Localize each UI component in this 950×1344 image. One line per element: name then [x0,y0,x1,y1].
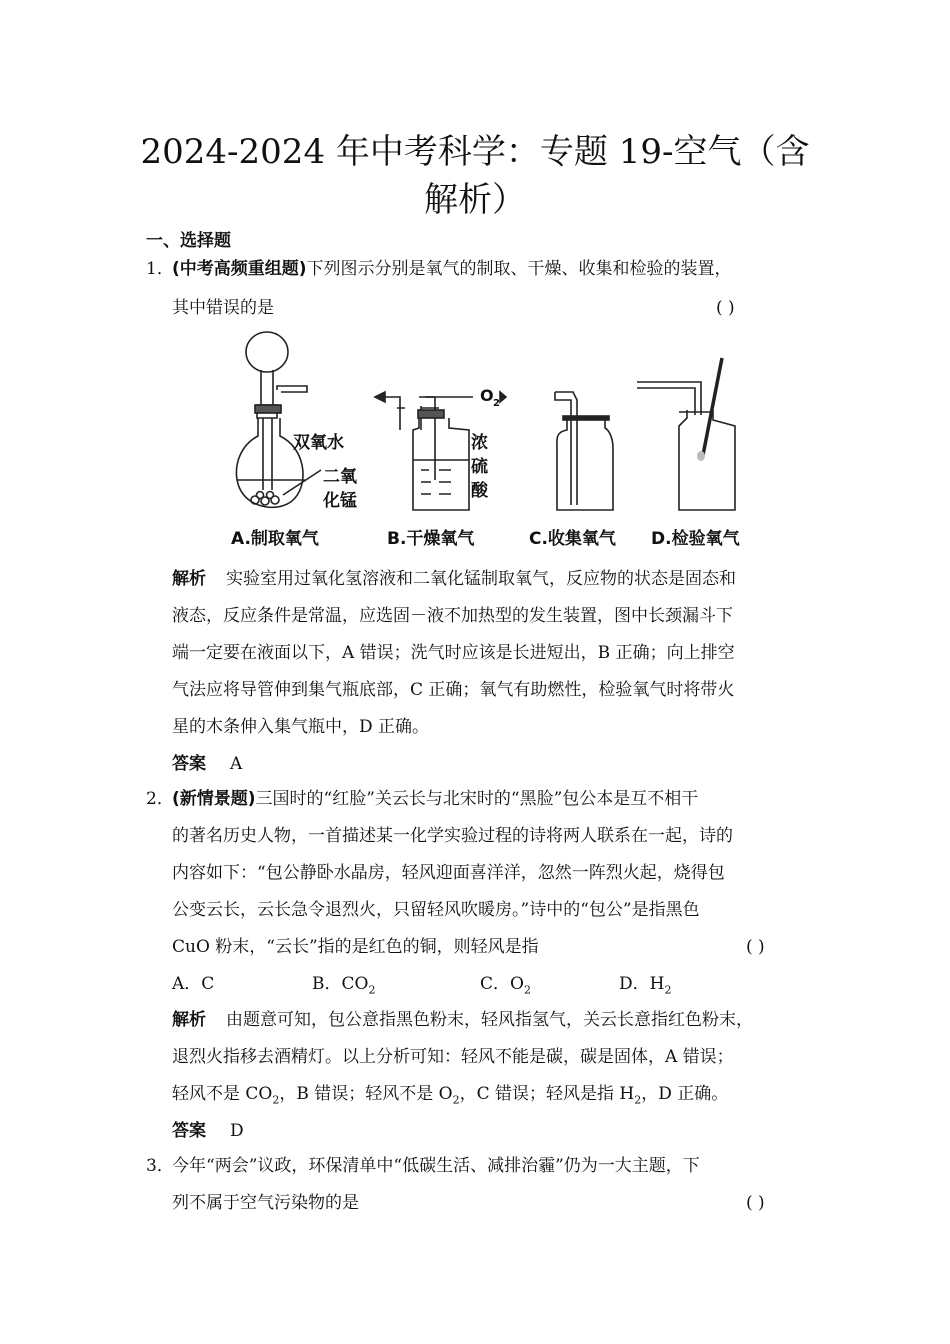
label-mno2-line-1: 二氧 [323,467,357,487]
q2-option-c: C．$O_2$ [480,974,531,997]
q1-analysis-line-1: 解析 实验室用过氧化氢溶液和二氧化锰制取氧气，反应物的状态是固态和 [172,569,736,589]
label-acid-1: 浓 [471,433,488,453]
q1-answer-label: 答案 [172,754,206,774]
q2-analysis-line-2: 退烈火指移去酒精灯。以上分析可知：轻风不能是碳，碳是固体，A 错误； [172,1047,734,1067]
q2-tag: (新情景题) [172,789,256,809]
q2-stem-line-1: (新情景题)三国时的“红脸”关云长与北宋时的“黑脸”包公本是互不相干 [172,789,699,809]
q3-answer-blank: ( ) [746,1193,765,1213]
q1-apparatus-figure [225,330,765,555]
q2-analysis-line-3: 轻风不是 $CO_2$，B 错误；轻风不是 $O_2$，C 错误；轻风是指 $H_2$，D 正确。 [172,1084,729,1107]
label-acid-3: 酸 [471,481,488,501]
q1-stem-line-2: 其中错误的是 [172,298,274,318]
q2-stem-line-5: CuO 粉末，“云长”指的是红色的铜，则轻风是指 [172,937,539,957]
title-line-2: 解析） [424,180,526,220]
q3-stem-line-2: 列不属于空气污染物的是 [172,1193,359,1213]
caption-d: D.检验氧气 [651,529,740,549]
q2-option-a: A．C [172,974,215,994]
caption-b: B.干燥氧气 [387,529,475,549]
q2-option-d: D．$H_2$ [619,974,672,997]
label-acid-2: 硫 [471,457,488,477]
q1-tag: (中考高频重组题) [172,259,307,279]
q2-answer-label: 答案 [172,1121,206,1141]
caption-a: A.制取氧气 [231,529,319,549]
q2-option-b: B．$CO_2$ [312,974,376,997]
q1-number: 1． [146,259,174,279]
label-o2-sub: 2 [493,398,500,409]
q2-number: 2． [146,789,174,809]
q2-stem-line-3: 内容如下：“包公静卧水晶房，轻风迎面喜洋洋，忽然一阵烈火起，烧得包 [172,863,725,883]
title-line-1: 2024-2024 年中考科学：专题 19-空气（含 [140,132,810,172]
label-h2o2: 双氧水 [293,433,344,453]
q1-answer-blank: ( ) [716,298,735,318]
q2-answer [172,1119,244,1143]
q1-answer [172,752,242,776]
apparatus-c-collection [555,392,613,510]
q3-stem-line-1: 今年“两会”议政，环保清单中“低碳生活、减排治霾”仍为一大主题，下 [172,1156,700,1176]
apparatus-a-generation [236,332,321,507]
q1-analysis-line-3: 端一定要在液面以下，A 错误；洗气时应该是长进短出，B 正确；向上排空 [172,643,735,663]
q1-stem-text: 下列图示分别是氧气的制取、干燥、收集和检验的装置， [306,259,732,279]
q2-answer-blank: ( ) [746,937,765,957]
page-title [0,128,950,224]
q2-analysis-line-1: 解析 由题意可知，包公意指黑色粉末，轻风指氢气，关云长意指红色粉末， [172,1010,753,1030]
label-mno2-line-2: 化锰 [323,491,357,511]
q1-analysis-line-2: 液态，反应条件是常温，应选固－液不加热型的发生装置，图中长颈漏斗下 [172,606,733,626]
q2-answer-value: D [230,1121,244,1141]
q1-answer-value: A [230,754,243,774]
q2-stem-line-4: 公变云长，云长急令退烈火，只留轻风吹暖房。”诗中的“包公”是指黑色 [172,900,700,920]
q1-stem-line-1 [172,257,732,281]
apparatus-d-testing [637,358,735,510]
q1-analysis-label: 解析 [172,569,206,589]
q1-analysis-line-4: 气法应将导管伸到集气瓶底部，C 正确；氧气有助燃性，检验氧气时将带火 [172,680,735,700]
section-heading: 一、选择题 [146,231,231,251]
q2-stem-line-2: 的著名历史人物，一首描述某一化学实验过程的诗将两人联系在一起，诗的 [172,826,733,846]
caption-c: C.收集氧气 [529,529,616,549]
label-o2: O [480,386,494,405]
q3-number: 3． [146,1156,174,1176]
q1-analysis-line-5: 星的木条伸入集气瓶中，D 正确。 [172,717,430,737]
q2-analysis-label: 解析 [172,1010,206,1030]
